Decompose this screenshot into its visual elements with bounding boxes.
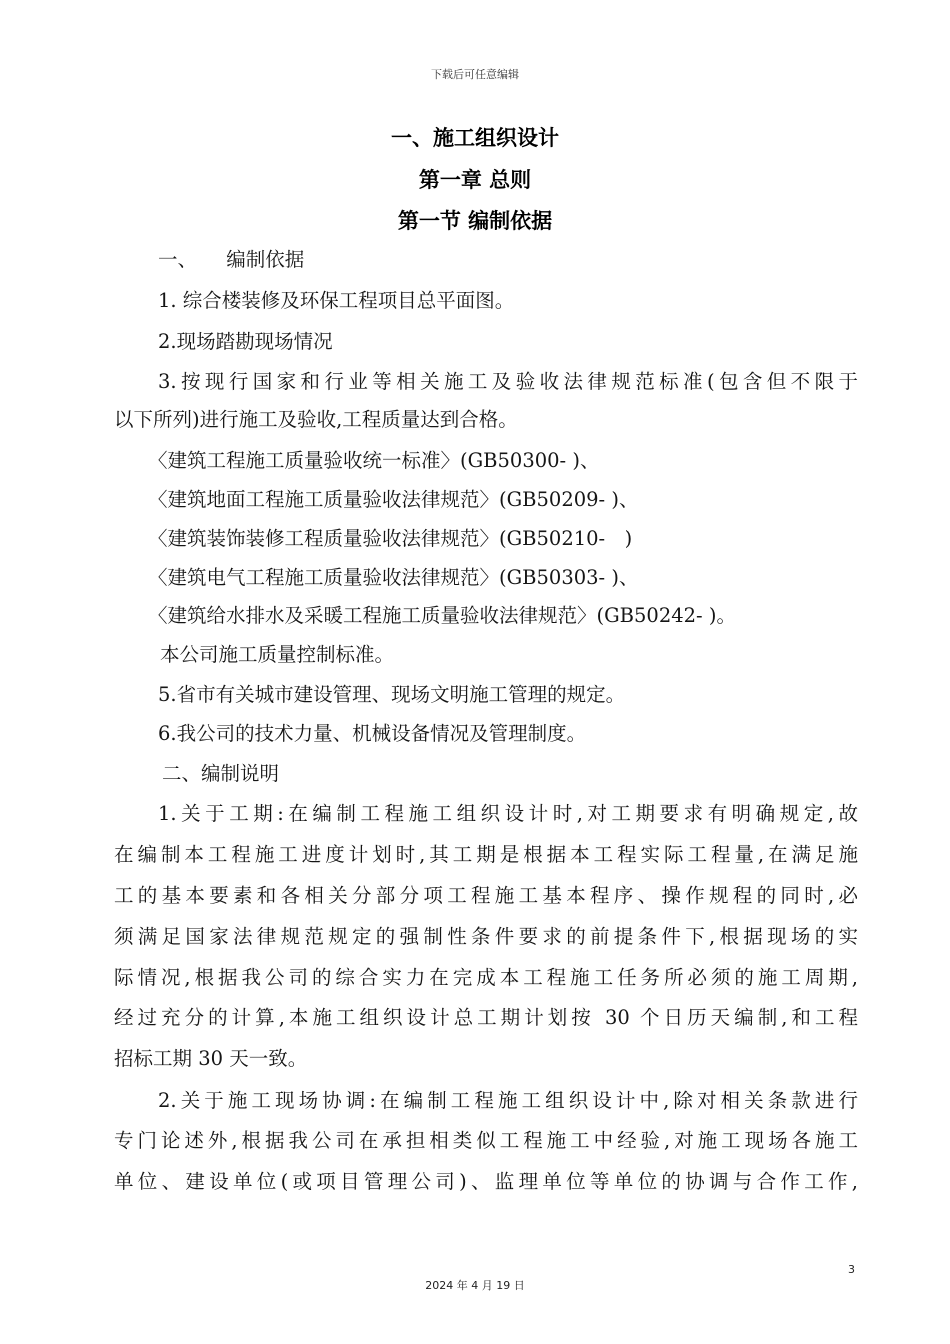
list-item: 3.按现行国家和行业等相关施工及验收法律规范标准(包含但不限于 <box>158 370 858 393</box>
chapter-title: 第一章 总则 <box>418 168 532 192</box>
list-item: 5.省市有关城市建设管理、现场文明施工管理的规定。 <box>158 683 626 706</box>
paragraph-line: 1.关于工期:在编制工程施工组织设计时,对工期要求有明确规定,故 <box>158 802 858 825</box>
standard-item: 〈建筑电气工程施工质量验收法律规范〉(GB50303- )、 <box>148 566 639 589</box>
subsection-title-basis: 一、 编制依据 <box>158 248 305 271</box>
list-item: 本公司施工质量控制标准。 <box>160 643 395 666</box>
paragraph-line: 专门论述外,根据我公司在承担相类似工程施工中经验,对施工现场各施工 <box>114 1129 858 1152</box>
standard-item: 〈建筑装饰装修工程质量验收法律规范〉(GB50210- ) <box>148 527 633 550</box>
paragraph-line: 经过充分的计算,本施工组织设计总工期计划按 30 个日历天编制,和工程 <box>114 1006 858 1029</box>
standard-item: 〈建筑工程施工质量验收统一标准〉(GB50300- )、 <box>148 449 600 472</box>
list-item: 1. 综合楼装修及环保工程项目总平面图。 <box>158 289 515 312</box>
paragraph-line: 2.关于施工现场协调:在编制工程施工组织设计中,除对相关条款进行 <box>158 1089 858 1112</box>
section-title: 第一节 编制依据 <box>397 209 553 233</box>
list-item: 2.现场踏勘现场情况 <box>158 330 333 353</box>
standard-item: 〈建筑地面工程施工质量验收法律规范〉(GB50209- )、 <box>148 488 639 511</box>
document-title: 一、施工组织设计 <box>391 126 559 150</box>
subsection-title-notes: 二、编制说明 <box>162 762 280 785</box>
paragraph-line: 在编制本工程施工进度计划时,其工期是根据本工程实际工程量,在满足施 <box>114 843 858 866</box>
standard-item: 〈建筑给水排水及采暖工程施工质量验收法律规范〉(GB50242- )。 <box>148 604 736 627</box>
paragraph-line: 须满足国家法律规范规定的强制性条件要求的前提条件下,根据现场的实 <box>114 925 858 948</box>
header-note: 下载后可任意编辑 <box>431 68 519 81</box>
list-item: 6.我公司的技术力量、机械设备情况及管理制度。 <box>158 722 587 745</box>
page-number: 3 <box>848 1263 855 1276</box>
paragraph-line: 单位、建设单位(或项目管理公司)、监理单位等单位的协调与合作工作, <box>114 1170 858 1193</box>
paragraph-line: 招标工期 30 天一致。 <box>114 1047 308 1070</box>
paragraph-line: 工的基本要素和各相关分部分项工程施工基本程序、操作规程的同时,必 <box>114 884 858 907</box>
paragraph-line: 际情况,根据我公司的综合实力在完成本工程施工任务所必须的施工周期, <box>114 966 858 989</box>
footer-date: 2024 年 4 月 19 日 <box>425 1279 525 1292</box>
list-item-continuation: 以下所列)进行施工及验收,工程质量达到合格。 <box>114 408 518 431</box>
